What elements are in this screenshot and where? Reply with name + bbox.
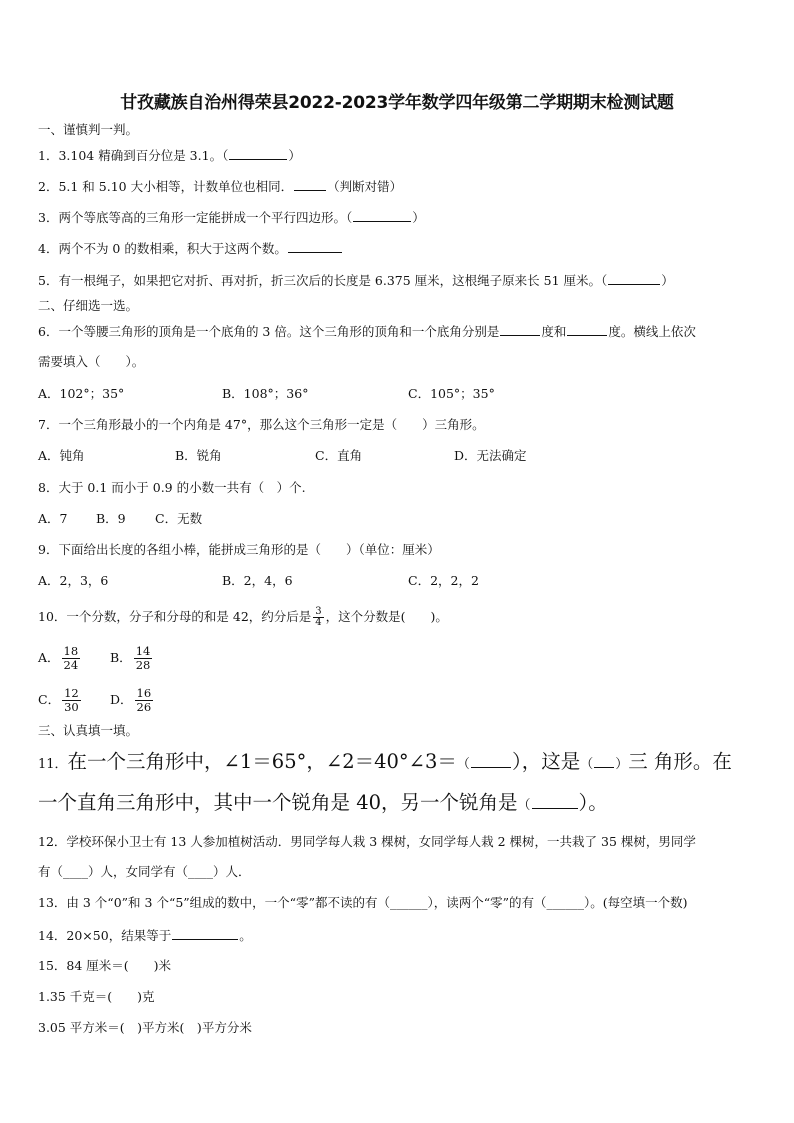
question-11-line-1: 11．在一个三角形中，∠1＝65°，∠2＝40°∠3＝（ ），这是（ ）三 角形。在 xyxy=(38,750,732,773)
fraction: $\frac{16}{26}$ xyxy=(136,686,152,714)
option-b[interactable]: B．2，4，6 xyxy=(222,573,293,588)
question-11-number: 11． xyxy=(38,757,68,772)
question-12-line-2: 有（____）人，女同学有（____）人． xyxy=(38,864,251,879)
question-10 xyxy=(38,603,448,631)
option-d[interactable]: D．无法确定 xyxy=(454,448,527,463)
question-3 xyxy=(38,209,425,226)
fraction-three-quarters: $\frac{3}{4}$ xyxy=(315,606,322,628)
fraction: $\frac{14}{28}$ xyxy=(135,644,151,672)
question-6-line-2: 需要填入（ ）。 xyxy=(38,354,145,369)
option-c[interactable]: C．直角 xyxy=(315,448,363,463)
answer-blank[interactable] xyxy=(294,178,326,191)
fraction: $\frac{18}{24}$ xyxy=(63,644,79,672)
option-b[interactable]: B．108°；36° xyxy=(222,386,309,401)
question-1-end: ） xyxy=(288,148,301,163)
answer-blank[interactable] xyxy=(594,755,614,768)
question-10-text-a: 10．一个分数，分子和分母的和是 42，约分后是 xyxy=(38,609,312,624)
question-14: 14．20×50，结果等于 。 xyxy=(38,928,252,943)
section-heading-1: 一、谨慎判一判。 xyxy=(38,122,139,137)
option-a[interactable]: A．钝角 xyxy=(38,448,85,463)
question-5-end: ） xyxy=(661,273,674,288)
option-b[interactable]: B．9 xyxy=(96,511,126,526)
question-12-line-1: 12．学校环保小卫士有 13 人参加植树活动．男同学每人栽 3 棵树，女同学每人栽 2 棵树，一共栽了 35 棵树，男同学 xyxy=(38,834,696,849)
answer-blank[interactable] xyxy=(532,796,578,809)
question-15-line-1: 15．84 厘米＝( )米 xyxy=(38,958,172,973)
answer-blank[interactable] xyxy=(172,927,238,940)
option-c[interactable]: C． $\frac{12}{30}$ xyxy=(38,686,79,714)
answer-blank[interactable] xyxy=(353,209,411,222)
question-2 xyxy=(38,178,402,195)
question-6-text-b: 度和 xyxy=(541,324,567,339)
question-11-text-1: 在一个三角形中，∠1＝65°，∠2＝40°∠3＝ xyxy=(67,750,457,773)
option-a[interactable]: A．2，3，6 xyxy=(38,573,109,588)
answer-blank[interactable] xyxy=(567,323,607,336)
option-b[interactable]: B．锐角 xyxy=(175,448,222,463)
answer-blank[interactable] xyxy=(608,272,660,285)
question-5-text: 5．有一根绳子，如果把它对折、再对折，折三次后的长度是 6.375 厘米，这根绳子原来长 51 厘米。（ xyxy=(38,273,608,288)
question-15-line-3: 3.05 平方米＝( )平方米( )平方分米 xyxy=(38,1020,252,1035)
question-4 xyxy=(38,240,343,257)
option-c[interactable]: C．105°；35° xyxy=(408,386,495,401)
answer-blank[interactable] xyxy=(229,147,287,160)
question-13: 13．由 3 个“0”和 3 个“5”组成的数中，一个“零”都不读的有（______），读两个“零”的有（______）。(每空填一个数) xyxy=(38,895,688,910)
question-6-line-1 xyxy=(38,323,696,340)
question-9: 9．下面给出长度的各组小棒，能拼成三角形的是（ ）（单位：厘米） xyxy=(38,542,440,557)
section-heading-2: 二、仔细选一选。 xyxy=(38,298,139,313)
question-1 xyxy=(38,147,301,164)
question-3-end: ） xyxy=(412,210,425,225)
question-5 xyxy=(38,272,674,289)
option-b[interactable]: B． $\frac{14}{28}$ xyxy=(110,644,151,672)
question-3-text: 3．两个等底等高的三角形一定能拼成一个平行四边形。（ xyxy=(38,210,353,225)
question-4-text: 4．两个不为 0 的数相乘，积大于这两个数。 xyxy=(38,241,287,256)
question-6-text-c: 度。横线上依次 xyxy=(608,324,696,339)
option-a[interactable]: A．102°；35° xyxy=(38,386,125,401)
option-c[interactable]: C．2，2，2 xyxy=(408,573,479,588)
question-11-text-2: 一个直角三角形中，其中一个锐角是 40，另一个锐角是 xyxy=(38,791,518,814)
answer-blank[interactable] xyxy=(288,240,342,253)
option-a[interactable]: A． $\frac{18}{24}$ xyxy=(38,644,79,672)
question-7: 7．一个三角形最小的一个内角是 47°，那么这个三角形一定是（ ）三角形。 xyxy=(38,417,485,432)
question-8: 8．大于 0.1 而小于 0.9 的小数一共有（ ）个. xyxy=(38,480,306,495)
option-d[interactable]: D． $\frac{16}{26}$ xyxy=(110,686,152,714)
question-15-line-2: 1.35 千克＝( )克 xyxy=(38,989,155,1004)
question-6-text-a: 6．一个等腰三角形的顶角是一个底角的 3 倍。这个三角形的顶角和一个底角分别是 xyxy=(38,324,500,339)
question-2-text: 2．5.1 和 5.10 大小相等，计数单位也相同． xyxy=(38,179,294,194)
question-14-text: 14．20×50，结果等于 xyxy=(38,928,172,943)
question-1-text: 1．3.104 精确到百分位是 3.1。（ xyxy=(38,148,229,163)
answer-blank[interactable] xyxy=(500,323,540,336)
page-title: 甘孜藏族自治州得荣县2022-2023学年数学四年级第二学期期末检测试题 xyxy=(120,93,674,113)
option-a[interactable]: A．7 xyxy=(38,511,68,526)
question-2-end: （判断对错） xyxy=(327,179,403,194)
fraction: $\frac{12}{30}$ xyxy=(64,686,79,714)
question-10-text-b: ，这个分数是( )。 xyxy=(325,609,448,624)
answer-blank[interactable] xyxy=(471,755,511,768)
option-c[interactable]: C．无数 xyxy=(155,511,203,526)
section-heading-3: 三、认真填一填。 xyxy=(38,723,139,738)
question-11-line-2: 一个直角三角形中，其中一个锐角是 40，另一个锐角是（ ）。 xyxy=(38,791,608,814)
